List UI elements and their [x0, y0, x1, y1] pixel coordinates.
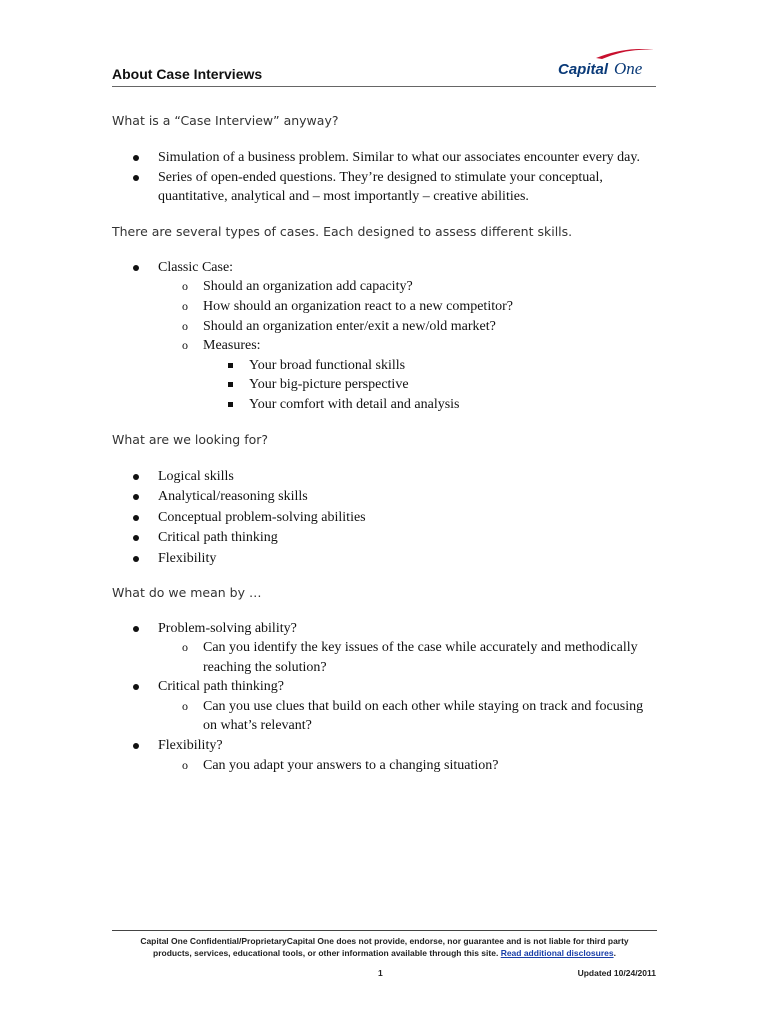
bullet-dot: [133, 494, 139, 500]
section-heading-case-types: There are several types of cases. Each designed to assess different skills.: [112, 223, 573, 239]
section-heading-looking-for: What are we looking for?: [112, 431, 269, 447]
list-item: Your comfort with detail and analysis: [112, 395, 657, 415]
list-item: Critical path thinking: [112, 528, 657, 548]
list-item: o Can you adapt your answers to a changing situation?: [182, 757, 499, 773]
case-types-list: [112, 258, 657, 415]
page-footer: [112, 930, 657, 959]
bullet-square: [228, 402, 233, 407]
bullet-dot: [133, 265, 139, 271]
list-item: Flexibility: [112, 549, 657, 569]
bullet-dot: [133, 626, 139, 632]
footer-disclaimer-line1: Capital One Confidential/ProprietaryCapital One does not provide, endorse, nor guarantee and is not liable for third party: [140, 936, 629, 946]
definition-sublist: [158, 756, 657, 776]
bullet-dot: [133, 155, 139, 161]
list-item: Classic Case: o Should an organization add capacity? o How should an organization react to a new competitor? o Should an organization enter/exit a new/old market? o Measures: Your broad functional skills Your big-picture perspective Your comfort with detail and analysis: [112, 258, 657, 415]
list-item: o Should an organization enter/exit a new/old market?: [182, 318, 496, 334]
list-item: Your broad functional skills: [112, 356, 657, 376]
list-item: o Can you identify the key issues of the case while accurately and methodically reaching the solution?: [182, 640, 638, 675]
page-number: 1: [378, 968, 383, 978]
list-item: Simulation of a business problem. Similar to what our associates encounter every day.: [112, 148, 657, 168]
bullet-dot: [133, 743, 139, 749]
read-disclosures-link[interactable]: Read additional disclosures: [500, 948, 614, 958]
list-item: Logical skills: [112, 467, 657, 487]
logo-text-one: One: [614, 59, 643, 78]
bullet-square: [228, 363, 233, 368]
case-definition-list: [112, 148, 657, 207]
page-header: [112, 42, 656, 87]
list-item: o Measures: Your broad functional skills Your big-picture perspective Your comfort with detail and analysis: [112, 336, 657, 414]
capital-one-logo: [556, 44, 656, 82]
bullet-dot: [133, 556, 139, 562]
bullet-dot: [133, 474, 139, 480]
document-body: [112, 112, 657, 775]
list-item: Problem-solving ability? o Can you identify the key issues of the case while accurately and methodically reaching the solution?: [112, 619, 657, 678]
page-title: About Case Interviews: [112, 66, 263, 82]
list-item: o Can you use clues that build on each other while staying on track and focusing on what’s relevant?: [182, 698, 644, 734]
list-item: Conceptual problem-solving abilities: [112, 508, 657, 528]
list-item: Critical path thinking? o Can you use clues that build on each other while staying on track and focusing on what’s relevant?: [112, 677, 657, 736]
bullet-dot: [133, 515, 139, 521]
bullet-square: [228, 382, 233, 387]
list-item: Series of open-ended questions. They’re designed to stimulate your conceptual, quantitative, analytical and – most importantly – creative abilities.: [112, 168, 657, 207]
section-heading-what-we-mean: What do we mean by …: [112, 584, 262, 600]
definition-sublist: [158, 697, 657, 736]
bullet-dot: [133, 175, 139, 181]
list-item: Your big-picture perspective: [112, 375, 657, 395]
definition-sublist: [158, 638, 657, 677]
footer-disclaimer-line2: products, services, educational tools, or other information available through this site. Read additional disclosures.: [153, 948, 616, 958]
bullet-dot: [133, 684, 139, 690]
bullet-dot: [133, 535, 139, 541]
list-item: Analytical/reasoning skills: [112, 487, 657, 507]
list-item: Flexibility? o Can you adapt your answers to a changing situation?: [112, 736, 657, 775]
updated-date: Updated 10/24/2011: [577, 968, 656, 978]
measures-sublist: [203, 356, 657, 415]
logo-text-capital: Capital: [558, 61, 609, 78]
list-item: o Should an organization add capacity?: [182, 279, 413, 295]
definitions-list: [112, 619, 657, 776]
list-item: o How should an organization react to a new competitor?: [182, 298, 513, 314]
classic-case-sublist: [158, 277, 657, 414]
section-heading-what-is-case: What is a “Case Interview” anyway?: [112, 113, 339, 128]
looking-for-list: [112, 467, 657, 569]
